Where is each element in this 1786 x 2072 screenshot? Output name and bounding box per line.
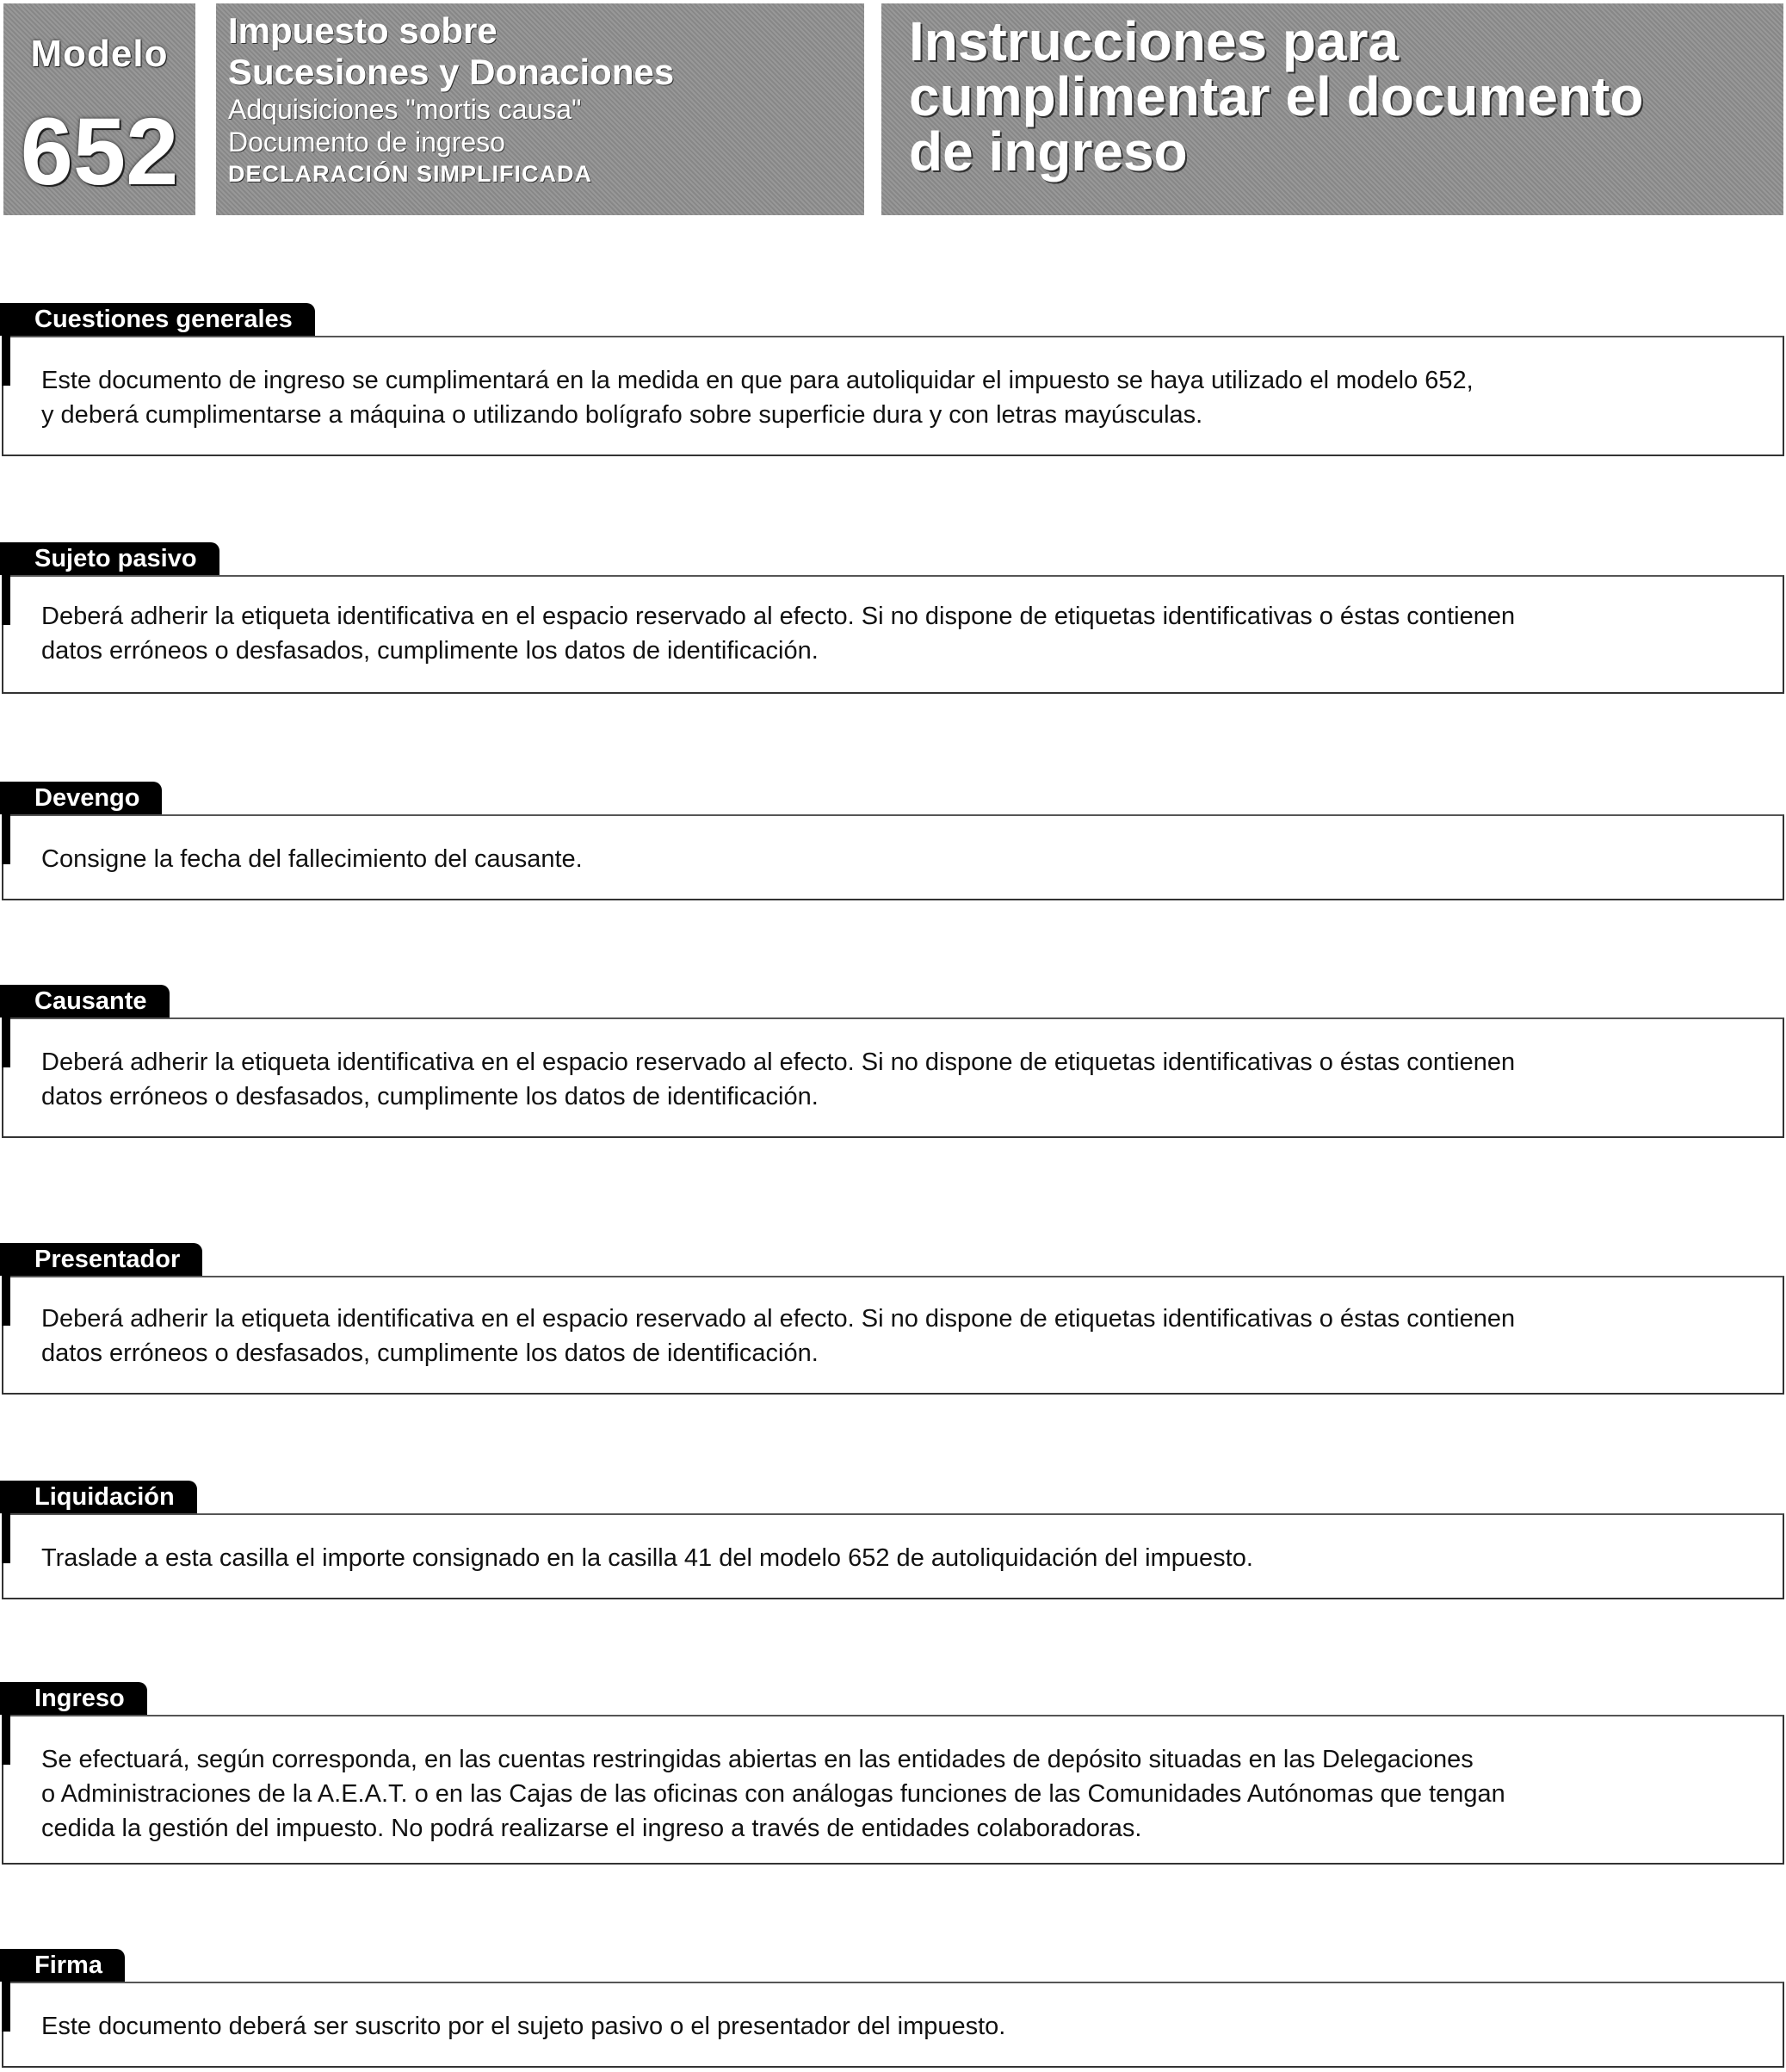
- section-presentador: [0, 1243, 1784, 1398]
- instructions-title-line1: Instrucciones para: [909, 10, 1400, 72]
- section-text-line: o Administraciones de la A.E.A.T. o en las Cajas de las oficinas con análogas funciones de las Comunidades Autónomas que tengan: [41, 1780, 1505, 1808]
- section-firma: [0, 1949, 1784, 2069]
- section-sujeto-pasivo: [0, 542, 1784, 696]
- section-body: [2, 1513, 1784, 1599]
- section-body: [2, 1982, 1784, 2068]
- section-text-line: Deberá adherir la etiqueta identificativa en el espacio reservado al efecto. Si no dispone de etiquetas identificativas o éstas contienen: [41, 603, 1516, 630]
- section-text-line: cedida la gestión del impuesto. No podrá realizarse el ingreso a través de entidades colaboradoras.: [41, 1815, 1142, 1842]
- section-body: [2, 336, 1784, 456]
- section-body: [2, 1017, 1784, 1138]
- instructions-header: [881, 3, 1783, 215]
- section-text-line: Este documento deberá ser suscrito por el sujeto pasivo o el presentador del impuesto.: [41, 2013, 1006, 2040]
- section-body: [2, 814, 1784, 900]
- model-label: Modelo: [30, 33, 169, 75]
- instructions-title-line3: de ingreso: [909, 121, 1188, 182]
- section-devengo: [0, 782, 1784, 902]
- section-text-line: datos erróneos o desfasados, cumplimente los datos de identificación.: [41, 1083, 819, 1110]
- section-cuestiones-generales: [0, 303, 1784, 456]
- section-text-line: Deberá adherir la etiqueta identificativa en el espacio reservado al efecto. Si no dispone de etiquetas identificativas o éstas contienen: [41, 1048, 1516, 1076]
- tax-title-line2: Sucesiones y Donaciones: [228, 52, 675, 92]
- section-title: Devengo: [0, 782, 162, 814]
- declaration-type: DECLARACIÓN SIMPLIFICADA: [228, 161, 592, 187]
- section-title: Cuestiones generales: [0, 303, 315, 336]
- instructions-title-line2: cumplimentar el documento: [909, 65, 1644, 127]
- section-text-line: y deberá cumplimentarse a máquina o utilizando bolígrafo sobre superficie dura y con letras mayúsculas.: [41, 401, 1203, 429]
- section-title: Ingreso: [0, 1682, 147, 1715]
- section-text-line: Traslade a esta casilla el importe consignado en la casilla 41 del modelo 652 de autoliquidación del impuesto.: [41, 1544, 1253, 1572]
- section-text-line: Este documento de ingreso se cumplimentará en la medida en que para autoliquidar el impuesto se haya utilizado el modelo 652,: [41, 367, 1474, 394]
- section-body: [2, 1715, 1784, 1865]
- section-title: Causante: [0, 985, 170, 1017]
- section-ingreso: [0, 1682, 1784, 1865]
- section-text-line: Consigne la fecha del fallecimiento del causante.: [41, 845, 583, 873]
- section-text-line: Se efectuará, según corresponda, en las cuentas restringidas abiertas en las entidades de depósito situadas en las Delegaciones: [41, 1746, 1474, 1773]
- tax-subtitle-line1: Adquisiciones "mortis causa": [228, 94, 582, 125]
- section-text-line: Deberá adherir la etiqueta identificativa en el espacio reservado al efecto. Si no dispone de etiquetas identificativas o éstas contienen: [41, 1305, 1516, 1333]
- model-number: 652: [20, 99, 179, 205]
- section-liquidacion: [0, 1481, 1784, 1603]
- tax-header: [216, 3, 864, 215]
- model-badge: [3, 3, 195, 215]
- section-title: Liquidación: [0, 1481, 197, 1513]
- section-causante: [0, 985, 1784, 1141]
- tax-title-line1: Impuesto sobre: [228, 10, 497, 51]
- section-title: Firma: [0, 1949, 125, 1982]
- section-body: [2, 575, 1784, 694]
- section-body: [2, 1276, 1784, 1395]
- tax-subtitle-line2: Documento de ingreso: [228, 127, 505, 158]
- section-text-line: datos erróneos o desfasados, cumplimente los datos de identificación.: [41, 637, 819, 665]
- section-title: Presentador: [0, 1243, 202, 1276]
- section-text-line: datos erróneos o desfasados, cumplimente los datos de identificación.: [41, 1339, 819, 1367]
- section-title: Sujeto pasivo: [0, 542, 219, 575]
